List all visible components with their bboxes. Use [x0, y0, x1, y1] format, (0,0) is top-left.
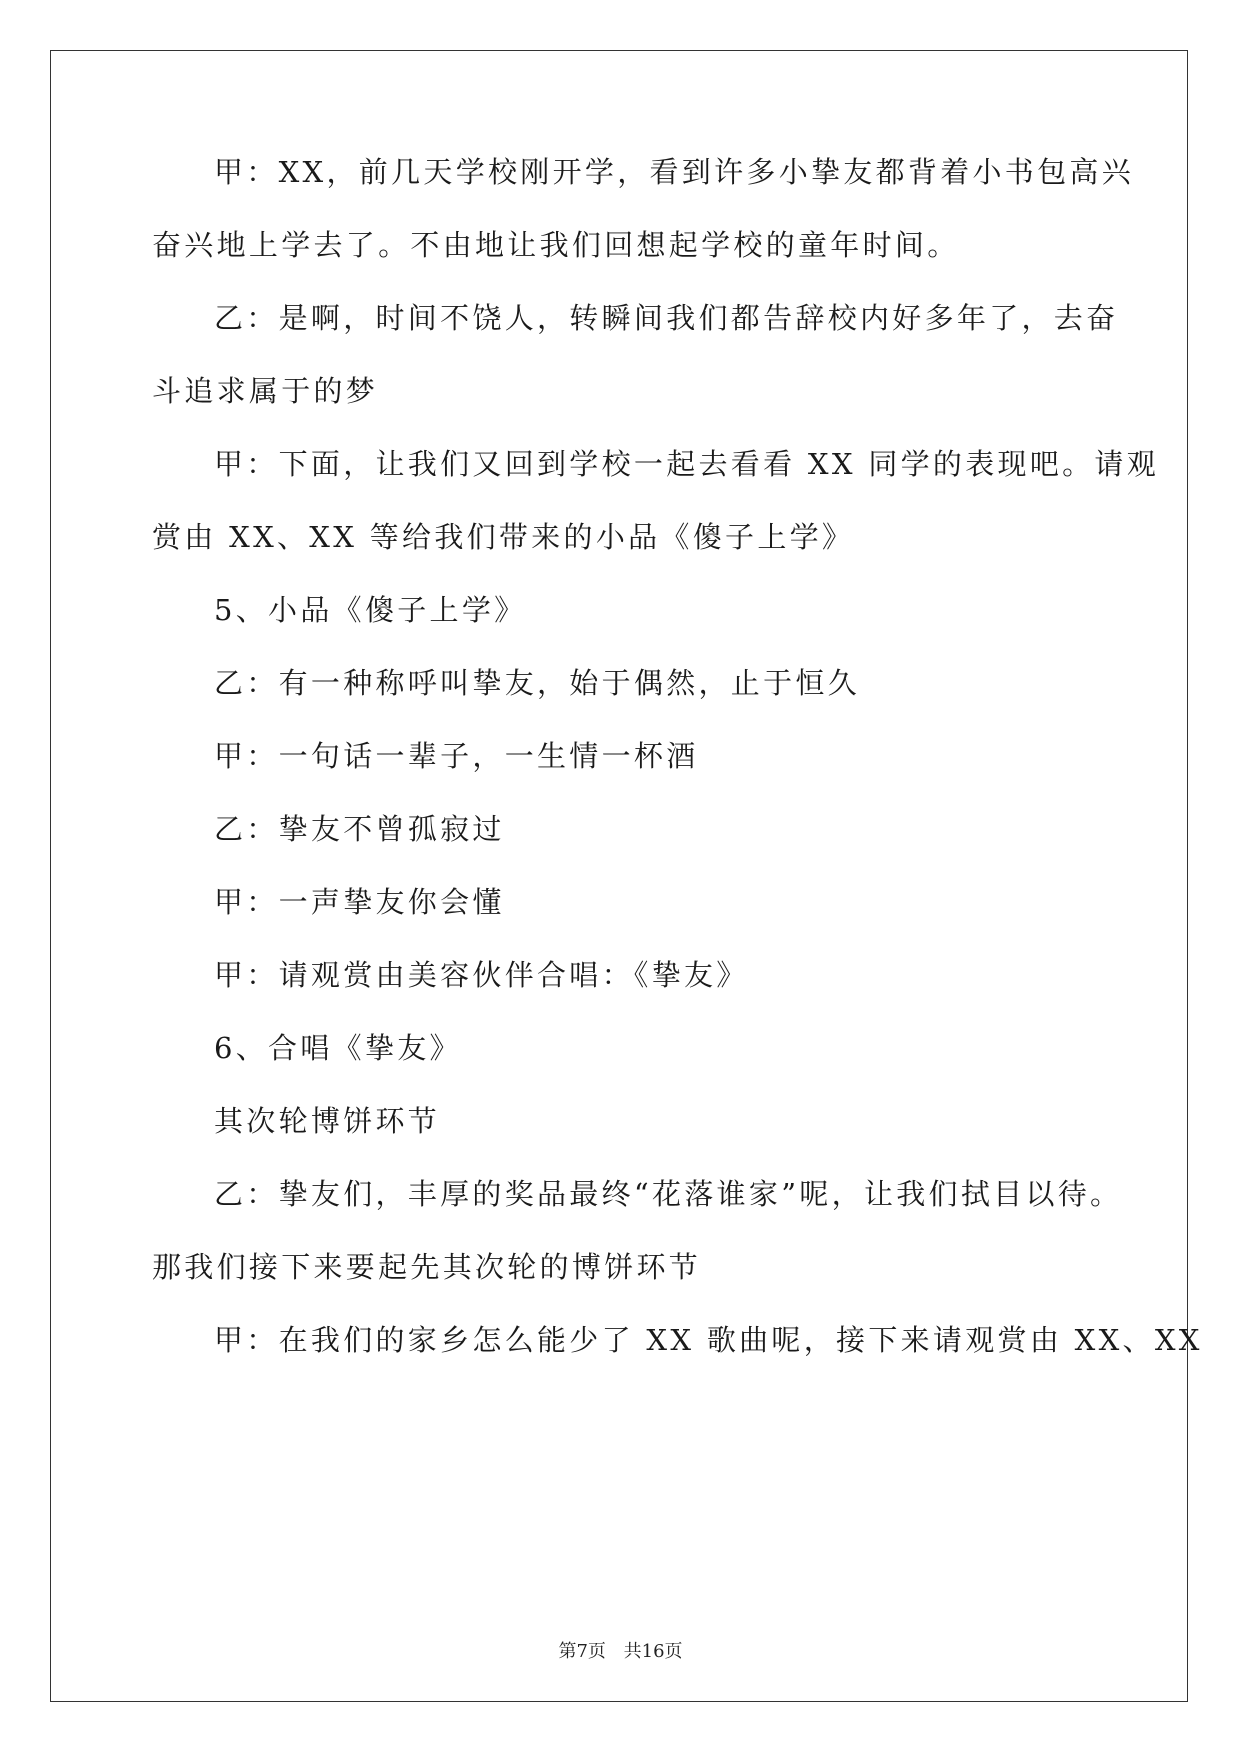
paragraph-line: 其次轮博饼环节: [214, 1104, 441, 1138]
page-footer: [0, 1637, 1241, 1663]
page-total: 共16页: [623, 1641, 683, 1662]
paragraph-line: 甲：请观赏由美容伙伴合唱：《挚友》: [214, 958, 749, 992]
paragraph-line: 乙：挚友不曾孤寂过: [214, 812, 505, 846]
paragraph-line: 甲：下面，让我们又回到学校一起去看看 XX 同学的表现吧。请观: [214, 447, 1160, 481]
paragraph-line: 甲：XX，前几天学校刚开学，看到许多小挚友都背着小书包高兴: [214, 155, 1134, 189]
paragraph-line: 乙：挚友们，丰厚的奖品最终“花落谁家”呢，让我们拭目以待。: [214, 1177, 1123, 1211]
paragraph-line: 那我们接下来要起先其次轮的博饼环节: [152, 1250, 702, 1284]
paragraph-line: 乙：有一种称呼叫挚友，始于偶然，止于恒久: [214, 666, 861, 700]
paragraph-line: 5、小品《傻子上学》: [214, 593, 527, 627]
page-number: 第7页: [558, 1641, 606, 1662]
paragraph-line: 乙：是啊，时间不饶人，转瞬间我们都告辞校内好多年了，去奋: [214, 301, 1119, 335]
paragraph-line: 斗追求属于的梦: [152, 374, 379, 408]
paragraph-line: 奋兴地上学去了。不由地让我们回想起学校的童年时间。: [152, 228, 960, 262]
paragraph-line: 6、合唱《挚友》: [214, 1031, 462, 1065]
paragraph-line: 甲：一句话一辈子，一生情一杯酒: [214, 739, 699, 773]
paragraph-line: 甲：在我们的家乡怎么能少了 XX 歌曲呢，接下来请观赏由 XX、XX: [214, 1323, 1203, 1357]
paragraph-line: 甲：一声挚友你会懂: [214, 885, 505, 919]
paragraph-line: 赏由 XX、XX 等给我们带来的小品《傻子上学》: [152, 520, 855, 554]
